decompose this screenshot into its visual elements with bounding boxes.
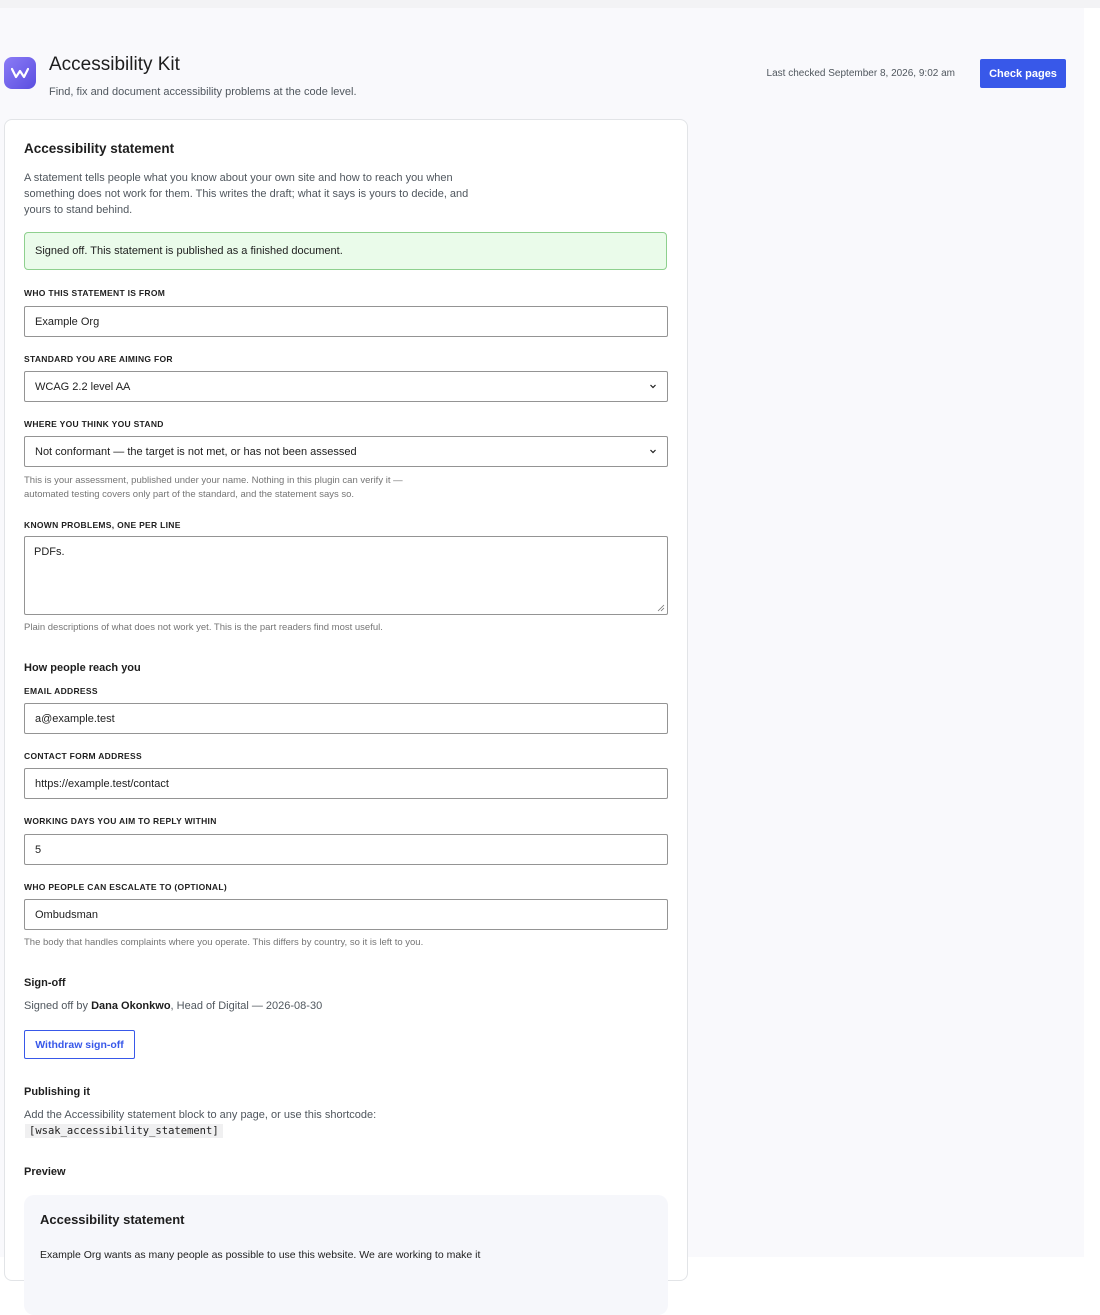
- notice-text: Signed off. This statement is published as a finished document.: [35, 245, 343, 257]
- app-tagline: Find, fix and document accessibility problems at the code level.: [49, 86, 357, 98]
- stand-select-value: Not conformant — the target is not met, or has not been assessed: [35, 445, 357, 458]
- reply-days-label: WORKING DAYS YOU AIM TO REPLY WITHIN: [24, 816, 217, 826]
- standard-select-value: WCAG 2.2 level AA: [35, 380, 131, 393]
- escalate-field[interactable]: [24, 899, 668, 930]
- escalate-label: WHO PEOPLE CAN ESCALATE TO (OPTIONAL): [24, 882, 227, 892]
- stand-help-line-1: This is your assessment, published under your name. Nothing in this plugin can verify it —: [24, 475, 403, 486]
- preview-heading: Preview: [24, 1166, 66, 1178]
- reply-days-field[interactable]: [24, 834, 668, 865]
- contact-form-field-value: https://example.test/contact: [35, 777, 169, 790]
- email-field[interactable]: [24, 703, 668, 734]
- problems-textarea-value: PDFs.: [34, 546, 65, 558]
- last-checked-status: Last checked September 8, 2026, 9:02 am: [766, 68, 955, 79]
- stand-help-line-2: automated testing covers only part of the standard, and the statement says so.: [24, 489, 355, 500]
- stand-label: WHERE YOU THINK YOU STAND: [24, 419, 164, 429]
- escalate-field-value: Ombudsman: [35, 908, 98, 921]
- signoff-name: Dana Okonkwo: [91, 1000, 171, 1012]
- w-logo-icon: [4, 57, 36, 89]
- withdraw-signoff-button[interactable]: Withdraw sign-off: [24, 1030, 135, 1059]
- top-strip: [0, 0, 1100, 8]
- standard-label: STANDARD YOU ARE AIMING FOR: [24, 354, 173, 364]
- contact-form-label: CONTACT FORM ADDRESS: [24, 751, 142, 761]
- check-pages-button[interactable]: Check pages: [980, 59, 1066, 88]
- resize-handle-icon[interactable]: [657, 604, 665, 612]
- problems-label: KNOWN PROBLEMS, ONE PER LINE: [24, 520, 181, 530]
- email-label: EMAIL ADDRESS: [24, 686, 98, 696]
- problems-textarea[interactable]: [24, 536, 668, 615]
- app-title: Accessibility Kit: [49, 54, 180, 75]
- admin-page: [0, 8, 1084, 1261]
- chevron-down-icon: [648, 446, 658, 456]
- signoff-heading: Sign-off: [24, 977, 66, 989]
- problems-help: Plain descriptions of what does not work yet. This is the part readers find most useful.: [24, 622, 383, 633]
- reply-days-field-value: 5: [35, 843, 42, 856]
- signoff-suffix: , Head of Digital — 2026-08-30: [170, 1000, 323, 1012]
- signoff-status: [24, 1000, 322, 1012]
- stand-select[interactable]: [24, 436, 668, 467]
- contact-form-field[interactable]: [24, 768, 668, 799]
- preview-body: Example Org wants as many people as possible to use this website. We are working to make it: [40, 1249, 481, 1261]
- statement-intro: A statement tells people what you know about your own site and how to reach you when something does not work for them. This writes the draft; what it says is yours to decide, and yours to stand behind.: [24, 172, 469, 216]
- publishing-text: Add the Accessibility statement block to any page, or use this shortcode:: [24, 1109, 377, 1121]
- from-label: WHO THIS STATEMENT IS FROM: [24, 288, 166, 298]
- standard-select[interactable]: [24, 371, 668, 402]
- preview-title: Accessibility statement: [40, 1212, 185, 1227]
- contact-heading: How people reach you: [24, 662, 141, 674]
- escalate-help: The body that handles complaints where you operate. This differs by country, so it is left to you.: [24, 937, 424, 948]
- chevron-down-icon: [648, 381, 658, 391]
- from-field[interactable]: [24, 306, 668, 337]
- stand-help: [24, 474, 403, 502]
- preview-box: [24, 1195, 668, 1315]
- statement-title: Accessibility statement: [24, 141, 175, 156]
- publishing-heading: Publishing it: [24, 1086, 90, 1098]
- shortcode[interactable]: [wsak_accessibility_statement]: [25, 1124, 223, 1138]
- email-field-value: a@example.test: [35, 712, 115, 725]
- signoff-prefix: Signed off by: [24, 1000, 92, 1012]
- signed-off-notice: [24, 232, 667, 270]
- from-field-value: Example Org: [35, 315, 100, 328]
- statement-card: [4, 119, 688, 1281]
